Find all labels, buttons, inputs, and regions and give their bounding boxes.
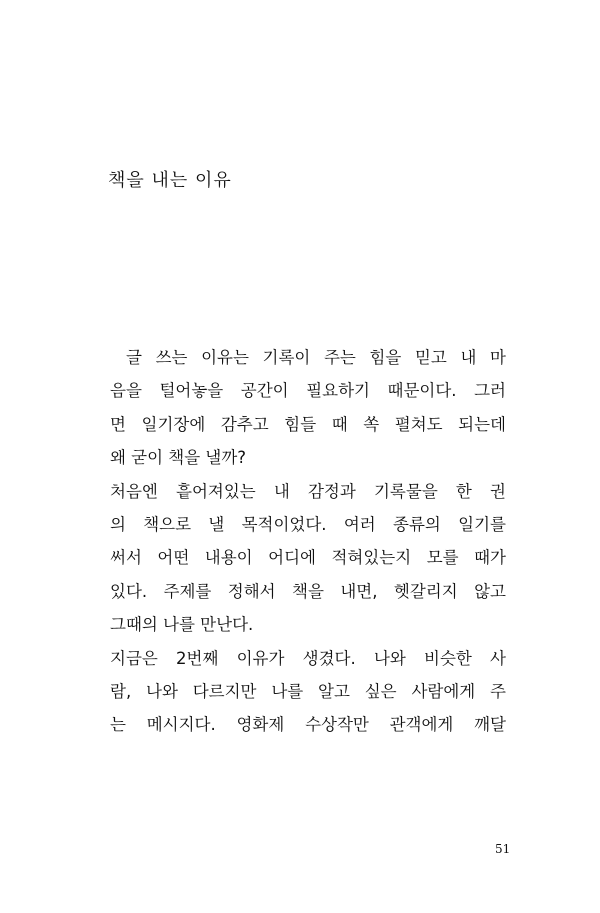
text-line: 는 메시지다. 영화제 수상작만 관객에게 깨달 [110,715,506,735]
text-line: 왜 굳이 책을 낼까? [110,448,247,468]
text-line: 처음엔 흩어져있는 내 감정과 기록물을 한 권 [110,481,506,501]
text-line: 있다. 주제를 정해서 책을 내면, 헷갈리지 않고 [110,581,506,601]
text-line: 람, 나와 다르지만 나를 알고 싶은 사람에게 주 [110,681,506,701]
text-line: 의 책으로 낼 목적이었다. 여러 종류의 일기를 [110,514,506,534]
text-line: 글 쓰는 이유는 기록이 주는 힘을 믿고 내 마 [126,348,506,367]
text-line: 음을 털어놓을 공간이 필요하기 때문이다. 그러 [110,381,506,401]
page-number: 51 [495,842,511,856]
body-text [110,341,506,742]
text-line: 면 일기장에 감추고 힘들 때 쏙 펼쳐도 되는데 [110,414,506,434]
text-line: 그때의 나를 만난다. [110,615,254,635]
chapter-title: 책을 내는 이유 [108,170,232,191]
text-line: 써서 어떤 내용이 어디에 적혀있는지 모를 때가 [110,548,506,568]
text-line: 지금은 2번째 이유가 생겼다. 나와 비슷한 사 [110,648,506,668]
